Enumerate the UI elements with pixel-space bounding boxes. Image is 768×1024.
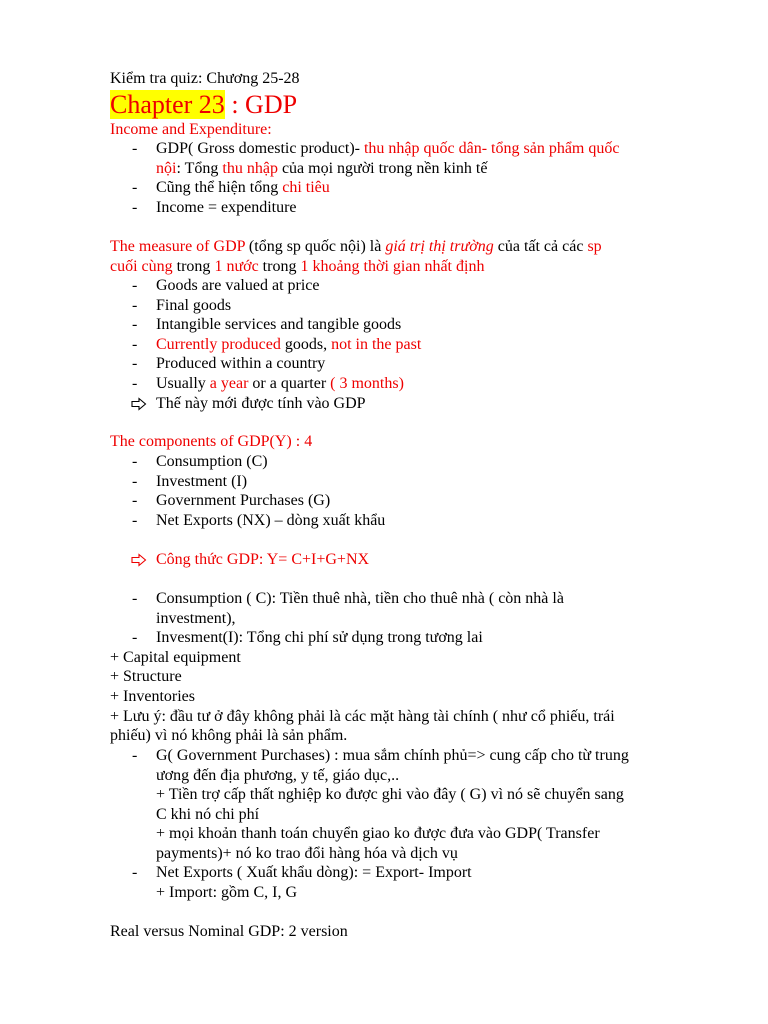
bullet-dash: -: [132, 277, 138, 294]
measure-line-2: cuối cùng trong 1 nước trong 1 khoảng thời gian nhất định: [110, 258, 485, 275]
bullet-dash: -: [132, 453, 138, 470]
arrow-right-icon: [131, 397, 147, 411]
bullet-dash: -: [132, 590, 138, 607]
bullet-dash: -: [132, 355, 138, 372]
investment-note-line-2: phiếu) vì nó không phải là sản phẩm.: [110, 727, 348, 744]
component-item: Government Purchases (G): [156, 492, 331, 509]
investment-note-line-1: + Lưu ý: đầu tư ở đây không phải là các mặt hàng tài chính ( như cổ phiếu, trái: [110, 708, 615, 725]
gdp-definition-line-1: GDP( Gross domestic product)- thu nhập quốc dân- tổng sản phẩm quốc: [156, 140, 620, 157]
measure-line-1: The measure of GDP (tổng sp quốc nội) là giá trị thị trường của tất cả các sp: [110, 238, 602, 255]
measure-item: Intangible services and tangible goods: [156, 316, 402, 333]
bullet-dash: -: [132, 492, 138, 509]
government-detail-line-6: payments)+ nó ko trao đổi hàng hóa và dịch vụ: [156, 845, 458, 862]
investment-point: + Inventories: [110, 688, 195, 705]
quiz-title: Kiểm tra quiz: Chương 25-28: [110, 70, 300, 87]
measure-item: Usually a year or a quarter ( 3 months): [156, 375, 404, 392]
bullet-dash: -: [132, 473, 138, 490]
bullet-dash: -: [132, 375, 138, 392]
government-detail-line-4: C khi nó chi phí: [156, 806, 260, 823]
bullet-dash: -: [132, 336, 138, 353]
bullet-dash: -: [132, 747, 138, 764]
component-item: Consumption (C): [156, 453, 268, 470]
bullet-dash: -: [132, 512, 138, 529]
measure-item: Currently produced goods, not in the past: [156, 336, 422, 353]
investment-point: + Structure: [110, 668, 182, 685]
measure-item: Produced within a country: [156, 355, 326, 372]
gdp-formula: Công thức GDP: Y= C+I+G+NX: [156, 551, 370, 568]
income-heading: Income and Expenditure:: [110, 121, 272, 138]
net-exports-detail: Net Exports ( Xuất khẩu dòng): = Export- Import: [156, 864, 472, 881]
import-detail: + Import: gồm C, I, G: [156, 884, 298, 901]
measure-item: Final goods: [156, 297, 232, 314]
government-detail-line-2: ương đến địa phương, y tế, giáo dục,..: [156, 767, 400, 784]
government-detail-line-1: G( Government Purchases) : mua sắm chính phủ=> cung cấp cho từ trung: [156, 747, 629, 764]
bullet-dash: -: [132, 297, 138, 314]
chapter-heading: [110, 90, 297, 120]
gdp-definition-line-2: nội: Tổng thu nhập của mọi người trong nền kinh tế: [156, 160, 488, 177]
income-equals-expenditure: Income = expenditure: [156, 199, 297, 216]
measure-item: Goods are valued at price: [156, 277, 320, 294]
bullet-dash: -: [132, 199, 138, 216]
bullet-dash: -: [132, 140, 138, 157]
consumption-detail-line-1: Consumption ( C): Tiền thuê nhà, tiền cho thuê nhà ( còn nhà là: [156, 590, 564, 607]
bullet-dash: -: [132, 179, 138, 196]
chapter-topic: : GDP: [224, 90, 298, 119]
spending-line: Cũng thể hiện tổng chi tiêu: [156, 179, 330, 196]
bullet-dash: -: [132, 629, 138, 646]
measure-conclusion: Thế này mới được tính vào GDP: [156, 395, 366, 412]
investment-point: + Capital equipment: [110, 649, 241, 666]
chapter-number: Chapter 23: [110, 90, 225, 119]
arrow-right-icon: [131, 553, 147, 567]
bullet-dash: -: [132, 316, 138, 333]
component-item: Investment (I): [156, 473, 248, 490]
component-item: Net Exports (NX) – dòng xuất khẩu: [156, 512, 386, 529]
government-detail-line-3: + Tiền trợ cấp thất nghiệp ko được ghi vào đây ( G) vì nó sẽ chuyển sang: [156, 786, 624, 803]
government-detail-line-5: + mọi khoản thanh toán chuyển giao ko được đưa vào GDP( Transfer: [156, 825, 600, 842]
consumption-detail-line-2: investment),: [156, 610, 236, 627]
bullet-dash: -: [132, 864, 138, 881]
investment-detail: Invesment(I): Tổng chi phí sử dụng trong tương lai: [156, 629, 483, 646]
real-vs-nominal-heading: Real versus Nominal GDP: 2 version: [110, 923, 348, 940]
components-heading: The components of GDP(Y) : 4: [110, 433, 313, 450]
